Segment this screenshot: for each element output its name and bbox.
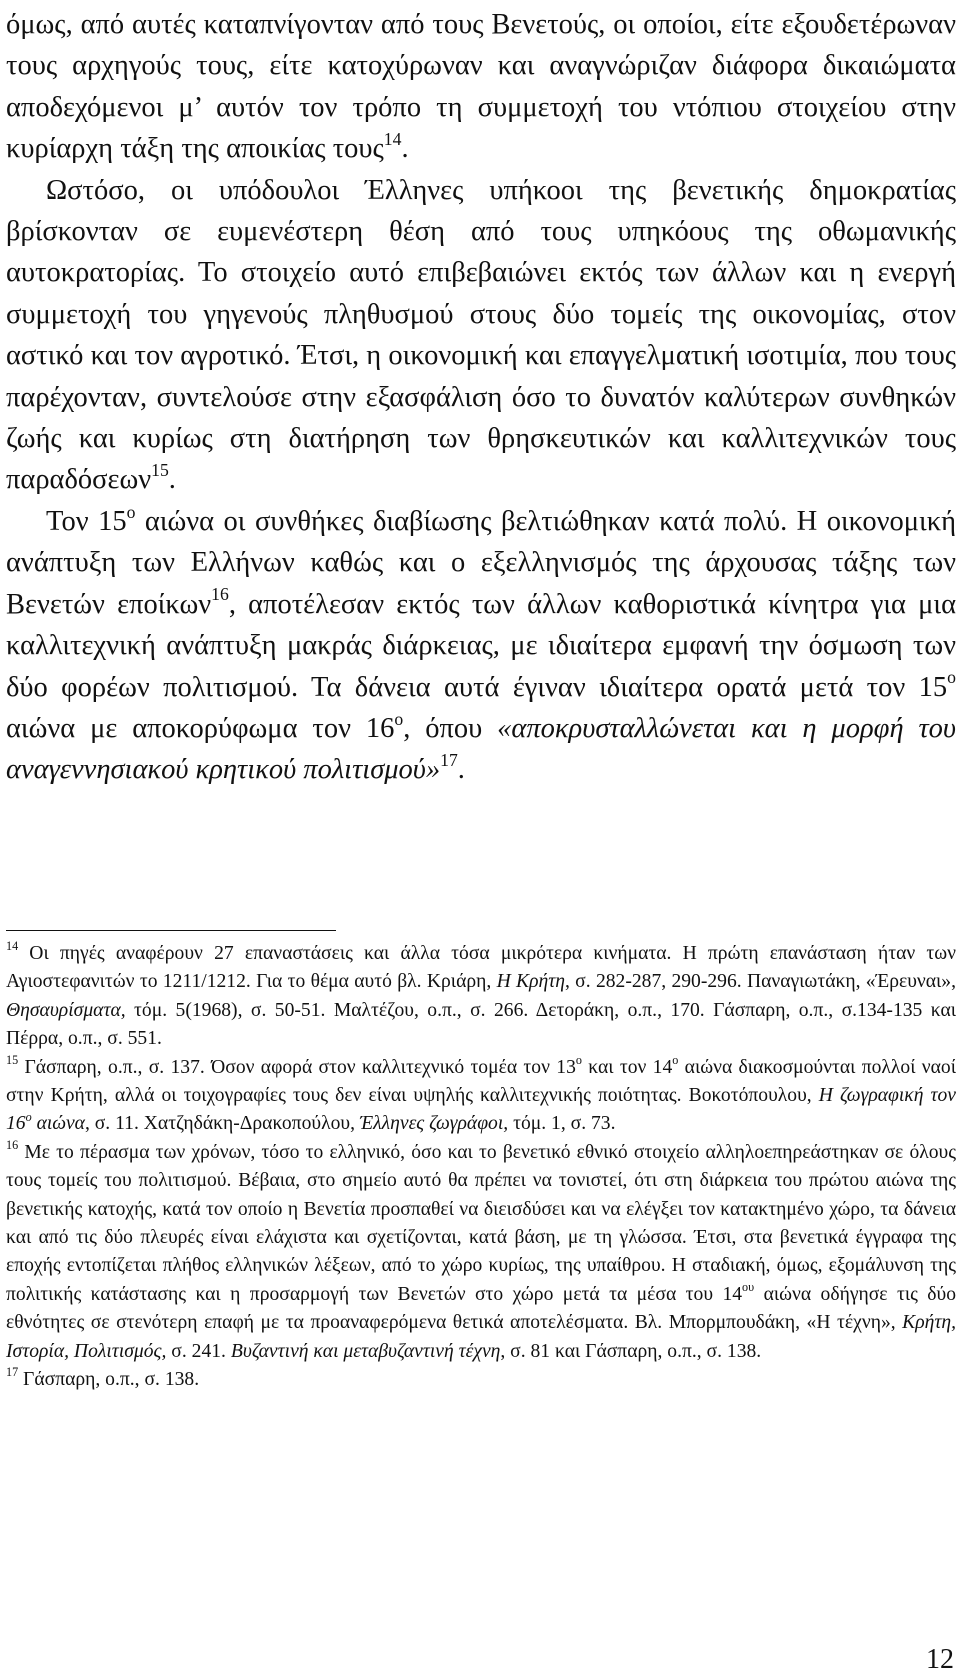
citation-title: Η ζωγραφική τον $16^o$ αιώνα: [6, 1085, 956, 1135]
footnote-number: 16: [6, 1138, 19, 1153]
footnote-ref-17[interactable]: 17: [440, 750, 458, 771]
footnote-15: $^{15}$ Γάσπαρη, ο.π., σ. 137. Όσον αφορά στον καλλιτεχνικό τομέα τον $13^o$ και τον $14^o$ αιώνα διακοσμούνται πολλοί ναοί στην Κρήτη, αλλά οι τοιχογραφίες τους δεν είναι υψηλής καλλιτεχνικής ποιότητας. Βοκοτόπουλου, Η ζωγραφική τον $16^o$ αιώνα, σ. 11. Χατζηδάκη-Δρακοπούλου, Έλληνες ζωγράφοι, τόμ. 1, σ. 73.: [6, 1052, 956, 1135]
footnotes: [6, 940, 956, 1395]
footnote-14: $^{14}$ Οι πηγές αναφέρουν 27 επαναστάσεις και άλλα τόσα μικρότερα κινήματα. Η πρώτη επανάσταση ήταν των Αγιοστεφανιτών το 1211/1212. Για το θέμα αυτό βλ. Κριάρη, Η Κρήτη, σ. 282-287, 290-296. Παναγιωτάκη, «Έρευναι», Θησαυρίσματα, τόμ. 5(1968), σ. 50-51. Μαλτέζου, ο.π., σ. 266. Δετοράκη, ο.π., 170. Γάσπαρη, ο.π., σ.134-135 και Πέρρα, ο.π., σ. 551.: [6, 939, 956, 1050]
citation-title: Θησαυρίσματα,: [6, 999, 126, 1021]
paragraph-2: Ωστόσο, οι υπόδουλοι Έλληνες υπήκοοι της βενετικής δημοκρατίας βρίσκονταν σε ευμενέστερη θέση από τους υπηκόους της οθωμανικής αυτοκρατορίας. Το στοιχείο αυτό επιβεβαιώνει εκτός των άλλων και η ενεργή συμμετοχή του γηγενούς πληθυσμού στους δύο τομείς της οικονομίας, στον αστικό και τον αγροτικό. Έτσι, η οικονομική και επαγγελματική ισοτιμία, που τους παρέχονταν, συντελούσε στην εξασφάλιση όσο το δυνατόν καλύτερων συνθηκών ζωής και κυρίως στη διατήρηση των θρησκευτικών και καλλιτεχνικών τους παραδόσεων$^{15}$.: [6, 174, 956, 496]
footnote-number: 15: [6, 1052, 19, 1067]
footnote-ref-16[interactable]: 16: [211, 584, 229, 605]
paragraph-3: Τον $15^o$ αιώνα οι συνθήκες διαβίωσης βελτιώθηκαν κατά πολύ. Η οικονομική ανάπτυξη των Ελλήνων καθώς και ο εξελληνισμός της άρχουσας τάξης των Βενετών εποίκων$^{16}$, αποτέλεσαν εκτός των άλλων καθοριστικά κίνητρα για μια καλλιτεχνική ανάπτυξη μακράς διάρκειας, με ιδιαίτερα εμφανή την όσμωση των δύο φορέων πολιτισμού. Τα δάνεια αυτά έγιναν ιδιαίτερα ορατά μετά τον $15^o$ αιώνα με αποκορύφωμα τον $16^o$, όπου «αποκρυσταλλώνεται και η μορφή του αναγεννησιακού κρητικού πολιτισμού»$^{17}$.: [6, 501, 957, 786]
ordinal-suffix: ο: [394, 708, 404, 729]
footnote-separator: [6, 930, 336, 931]
citation-title: Βυζαντινή και μεταβυζαντινή τέχνη: [230, 1340, 501, 1362]
paragraph-1: όμως, από αυτές καταπνίγονταν από τους Βενετούς, οι οποίοι, είτε εξουδετέρωναν τους αρχηγούς τους, είτε κατοχύρωναν και αναγνώριζαν διάφορα δικαιώματα αποδεχόμενοι μ’ αυτόν τον τρόπο τη συμμετοχή του ντόπιου στοιχείου στην κυρίαρχη τάξη της αποικίας τους$^{14}$.: [6, 9, 956, 165]
citation-title: Έλληνες ζωγράφοι,: [359, 1113, 509, 1135]
footnote-number: 14: [6, 939, 19, 954]
ordinal-suffix: ο: [947, 667, 956, 688]
footnote-ref-14[interactable]: 14: [383, 128, 402, 149]
footnote-17: $^{17}$ Γάσπαρη, ο.π., σ. 138.: [6, 1365, 200, 1391]
ordinal-suffix: ο: [126, 501, 136, 522]
page-number: 12: [926, 1644, 954, 1675]
citation-title: Κρήτη, Ιστορία, Πολιτισμός,: [6, 1312, 956, 1362]
paragraph-text: όμως, από αυτές καταπνίγονταν από τους Βενετούς, οι οποίοι, είτε εξουδετέρωναν τους αρχηγούς τους, είτε κατοχύρωναν και αναγνώριζαν διάφορα δικαιώματα αποδεχόμενοι μ’ αυτόν τον τρόπο τη συμμετοχή του ντόπιου στοιχείου στην κυρίαρχη τάξη της αποικίας τους: [6, 9, 956, 165]
paragraph-text: Ωστόσο, οι υπόδουλοι Έλληνες υπήκοοι της βενετικής δημοκρατίας βρίσκονταν σε ευμενέστερη θέση από τους υπηκόους της οθωμανικής αυτοκρατορίας. Το στοιχείο αυτό επιβεβαιώνει εκτός των άλλων και η ενεργή συμμετοχή του γηγενούς πληθυσμού στους δύο τομείς της οικονομίας, στον αστικό και τον αγροτικό. Έτσι, η οικονομική και επαγγελματική ισοτιμία, που τους παρέχονταν, συντελούσε στην εξασφάλιση όσο το δυνατόν καλύτερων συνθηκών ζωής και κυρίως στη διατήρηση των θρησκευτικών και καλλιτεχνικών τους παραδόσεων: [6, 174, 956, 496]
citation-title: Η Κρήτη: [496, 971, 565, 993]
footnote-16: $^{16}$ Με το πέρασμα των χρόνων, τόσο το ελληνικό, όσο και το βενετικό εθνικό στοιχείο αλληλοεπηρεάστηκαν σε όλους τους τομείς του πολιτισμού. Βέβαια, στο σημείο αυτό θα πρέπει να τονιστεί, ότι στη διάρκεια του πρώτου αιώνα της βενετικής κατοχής, κατά τον οποίο η Βενετία προσπαθεί να διεισδύσει και να ελέγξει τον κατακτημένο χώρο, τα δάνεια και από τις δύο πλευρές είναι ελάχιστα και σχετίζονται, κατά βάση, με τη γλώσσα. Έτσι, στα βενετικά έγγραφα της εποχής εντοπίζεται πλήθος ελληνικών λέξεων, από το χώρο κυρίως, της υπαίθρου. Η σταδιακή, όμως, εξομάλυνση της πολιτικής κατάστασης και η προσαρμογή των Βενετών στο χώρο μετά τα μέσα του $14^{o\upsilon}$ αιώνα οδήγησε τις δύο εθνότητες σε στενότερη επαφή με τα προαναφερόμενα θετικά αποτελέσματα. Βλ. Μπορμπουδάκη, «Η τέχνη», Κρήτη, Ιστορία, Πολιτισμός, σ. 241. Βυζαντινή και μεταβυζαντινή τέχνη, σ. 81 και Γάσπαρη, ο.π., σ. 138.: [6, 1138, 956, 1362]
footnote-number: 17: [6, 1365, 19, 1380]
quotation: «αποκρυσταλλώνεται και η μορφή του αναγεννησιακού κρητικού πολιτισμού»: [6, 712, 957, 786]
footnote-ref-15[interactable]: 15: [151, 460, 169, 481]
main-text: [6, 4, 956, 791]
